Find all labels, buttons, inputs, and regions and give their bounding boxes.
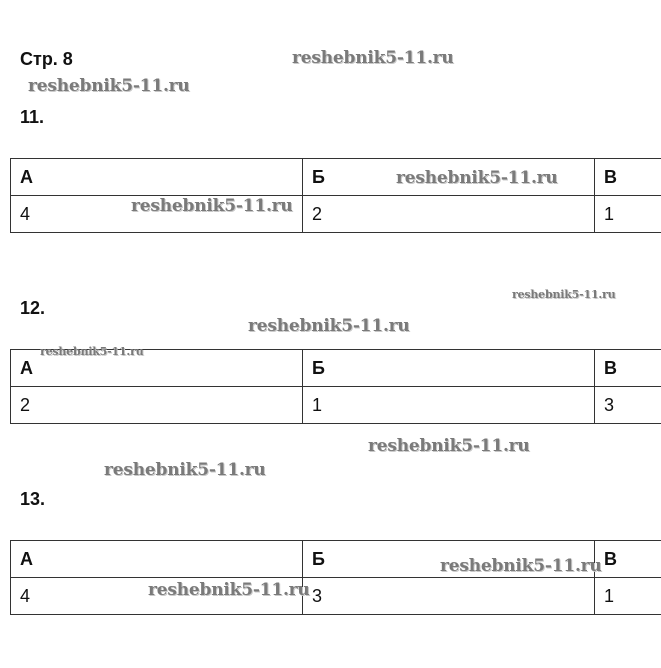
watermark: reshebnik5-11.ru	[440, 556, 602, 576]
answer-cell-a: 2	[11, 387, 303, 424]
answer-table-13	[10, 540, 661, 615]
header-cell-v: В	[595, 350, 661, 387]
answer-table-11	[10, 158, 661, 233]
table-answer-row	[11, 196, 661, 233]
answer-cell-v: 1	[595, 578, 661, 615]
task-number-12: 12.	[20, 298, 46, 318]
table-header-row	[11, 159, 661, 196]
answer-table-12	[10, 349, 661, 424]
table-answer-row	[11, 387, 661, 424]
watermark: reshebnik5-11.ru	[292, 48, 454, 68]
watermark: reshebnik5-11.ru	[512, 288, 616, 301]
watermark: reshebnik5-11.ru	[104, 460, 266, 480]
watermark: reshebnik5-11.ru	[40, 345, 144, 358]
page-title: Стр. 8	[20, 49, 73, 69]
watermark: reshebnik5-11.ru	[28, 76, 190, 96]
answer-cell-a: 4	[11, 578, 303, 615]
watermark: reshebnik5-11.ru	[248, 316, 410, 336]
watermark: reshebnik5-11.ru	[368, 436, 530, 456]
header-cell-v: В	[595, 159, 661, 196]
task-number-11: 11.	[20, 107, 45, 127]
table-header-row	[11, 350, 661, 387]
table-answer-row	[11, 578, 661, 615]
watermark: reshebnik5-11.ru	[148, 580, 310, 600]
answer-cell-v: 3	[595, 387, 661, 424]
watermark: reshebnik5-11.ru	[396, 168, 558, 188]
header-cell-v: В	[595, 541, 661, 578]
header-cell-a: А	[11, 159, 303, 196]
answer-cell-b: 2	[303, 196, 595, 233]
header-cell-b: Б	[303, 350, 595, 387]
header-cell-a: А	[11, 350, 303, 387]
table-header-row	[11, 541, 661, 578]
header-cell-b: Б	[303, 541, 595, 578]
answer-cell-v: 1	[595, 196, 661, 233]
watermark: reshebnik5-11.ru	[131, 196, 293, 216]
header-cell-b: Б	[303, 159, 595, 196]
task-number-13: 13.	[20, 489, 46, 509]
header-cell-a: А	[11, 541, 303, 578]
answer-cell-b: 1	[303, 387, 595, 424]
answer-cell-b: 3	[303, 578, 595, 615]
answer-cell-a: 4	[11, 196, 303, 233]
